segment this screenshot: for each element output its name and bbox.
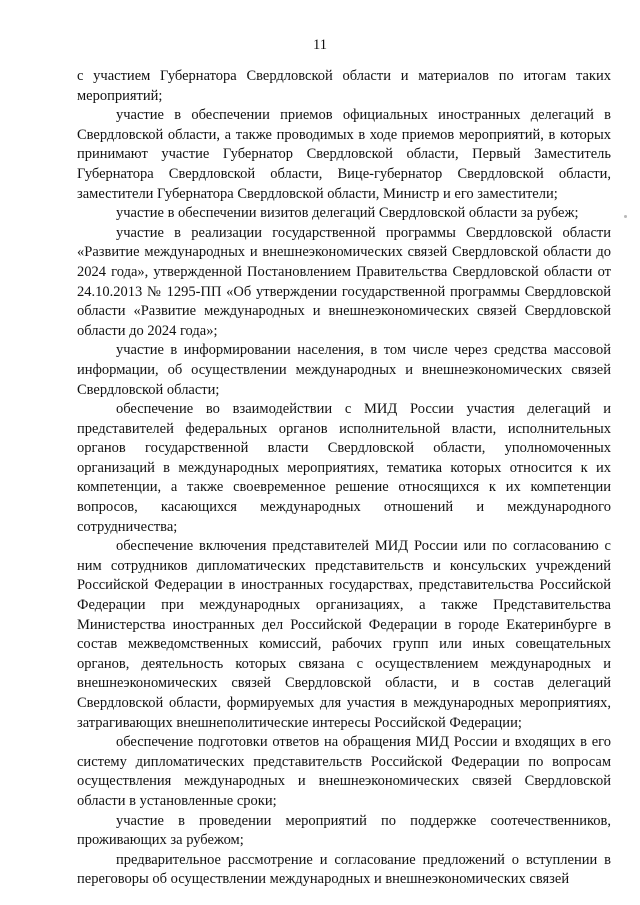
paragraph-informing-public: участие в информировании населения, в том числе через средства массовой информации, об осуществлении международных и внешнеэкономических связей Свердловской области; [77, 342, 611, 398]
paragraph-negotiations: предварительное рассмотрение и согласование предложений о вступлении в переговоры об осуществлении международных и внешнеэкономических связей [77, 851, 611, 888]
paragraph-mfa-replies: обеспечение подготовки ответов на обращения МИД России и входящих в его систему дипломатических представительств Российской Федерации по вопросам осуществления международных и внешнеэкономических связей Свердловской области в установленные сроки; [77, 734, 611, 809]
page-number: 11 [313, 37, 327, 53]
paragraph-state-program: участие в реализации государственной программы Свердловской области «Развитие международных и внешнеэкономических связей Свердловской области до 2024 года», утвержденной Постановлением Правительства Свердловской области от 24.10.2013 № 1295-ПП «Об утверждении государственной программы Свердловской области «Развитие международных и внешнеэкономических связей Свердловской области до 2024 года»; [77, 224, 611, 339]
paragraph-foreign-delegations: участие в обеспечении приемов официальных иностранных делегаций в Свердловской области, а также проводимых в ходе приемов мероприятий, в которых принимают участие Губернатор Свердловской области, Первый Заместитель Губернатора Свердловской области, Вице-губернатор Свердловской области, заместители Губернатора Свердловской области, Министр и его заместители; [77, 107, 611, 202]
paragraph-compatriots: участие в проведении мероприятий по поддержке соотечественников, проживающих за рубежом; [77, 812, 611, 849]
paragraph-continuation: с участием Губернатора Свердловской области и материалов по итогам таких мероприятий; [77, 68, 611, 104]
document-body [77, 67, 611, 890]
paragraph-visits-abroad: участие в обеспечении визитов делегаций Свердловской области за рубеж; [116, 205, 579, 222]
paragraph-mfa-representatives: обеспечение включения представителей МИД России или по согласованию с ним сотрудников дипломатических представительств и консульских учреждений Российской Федерации в иностранных государствах, представительства Российской Федерации при международных организациях, а также Представительства Министерства иностранных дел Российской Федерации в городе Екатеринбурге в состав межведомственных комиссий, рабочих групп или иных совещательных органов, деятельность которых связана с осуществлением международных и внешнеэкономических связей Свердловской области, и в состав делегаций Свердловской области, формируемых для участия в международных мероприятиях, затрагивающих внешнеполитические интересы Российской Федерации; [77, 538, 611, 731]
scan-dot [624, 215, 627, 218]
paragraph-mfa-participation: обеспечение во взаимодействии с МИД России участия делегаций и представителей федеральных органов исполнительной власти, исполнительных органов государственной власти Свердловской области, уполномоченных организаций в международных мероприятиях, тематика которых относится к их компетенции, а также своевременное решение относящихся к их компетенции вопросов, касающихся международных отношений и международного сотрудничества; [77, 401, 611, 535]
